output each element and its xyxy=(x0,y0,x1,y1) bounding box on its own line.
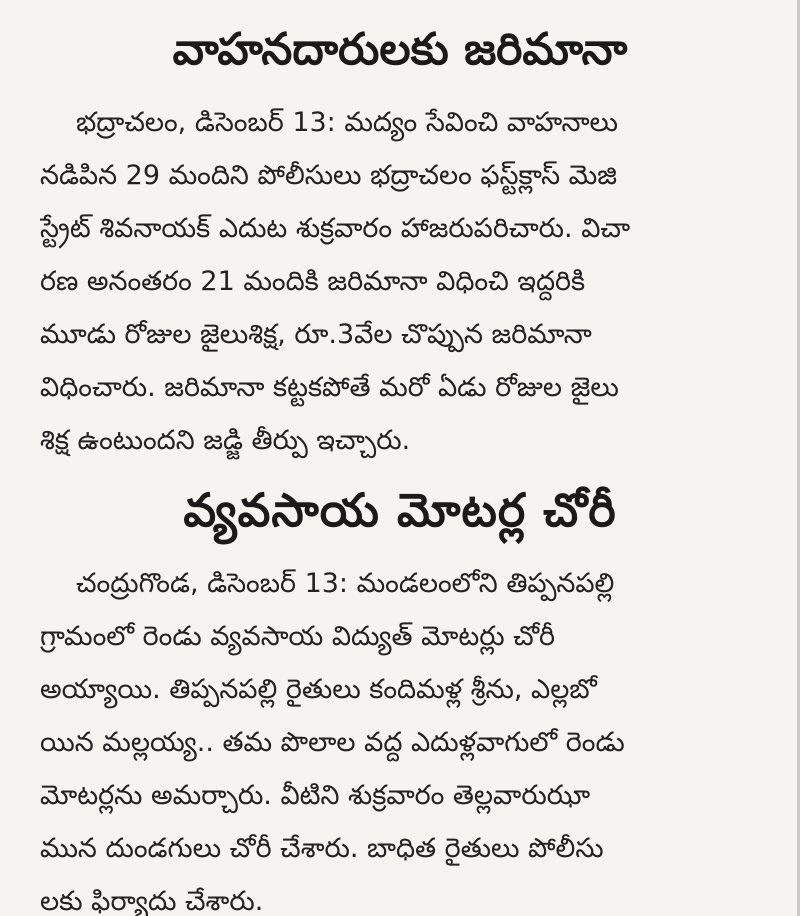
body-line: మోటర్లను అమర్చారు. వీటిని శుక్రవారం తెల్లవారుఝా xyxy=(40,780,591,811)
body-line: స్ట్రేట్ శివనాయక్ ఎదుట శుక్రవారం హాజరుపరిచారు. విచా xyxy=(40,213,631,244)
body-line: మున దుండగులు చోరీ చేశారు. బాధిత రైతులు పోలీసు xyxy=(40,833,604,864)
article-body xyxy=(0,557,800,916)
body-line: మూడు రోజుల జైలుశిక్ష, రూ.3వేల చొప్పున జరిమానా xyxy=(40,319,592,350)
body-line: విధించారు. జరిమానా కట్టకపోతే మరో ఏడు రోజుల జైలు xyxy=(40,372,619,403)
article-body xyxy=(0,96,800,467)
article-headline: వ్యవసాయ మోటర్ల చోరీ xyxy=(183,483,617,537)
body-line: అయ్యాయి. తిప్పనపల్లి రైతులు కందిమళ్ల శ్రీను, ఎల్లబో xyxy=(40,674,597,705)
body-line: యిన మల్లయ్య.. తమ పొలాల వద్ద ఎదుళ్లవాగులో రెండు xyxy=(40,727,625,758)
article-headline: వాహనదారులకు జరిమానా xyxy=(172,24,628,75)
body-line: నడిపిన 29 మందిని పోలీసులు భద్రాచలం ఫస్ట్‌క్లాస్ మెజి xyxy=(40,160,617,191)
article-motor-theft xyxy=(0,467,800,916)
body-line: గ్రామంలో రెండు వ్యవసాయ విద్యుత్ మోటర్లు చోరీ xyxy=(40,621,556,652)
body-line: రణ అనంతరం 21 మందికి జరిమానా విధించి ఇద్దరికి xyxy=(40,266,586,297)
body-line: శిక్ష ఉంటుందని జడ్జి తీర్పు ఇచ్చారు. xyxy=(40,425,411,456)
body-line: చంద్రుగొండ, డిసెంబర్ 13: మండలంలోని తిప్పనపల్లి xyxy=(76,568,615,599)
body-line: లకు ఫిర్యాదు చేశారు. xyxy=(40,886,264,916)
body-line: భద్రాచలం, డిసెంబర్ 13: మద్యం సేవించి వాహనాలు xyxy=(76,107,618,138)
